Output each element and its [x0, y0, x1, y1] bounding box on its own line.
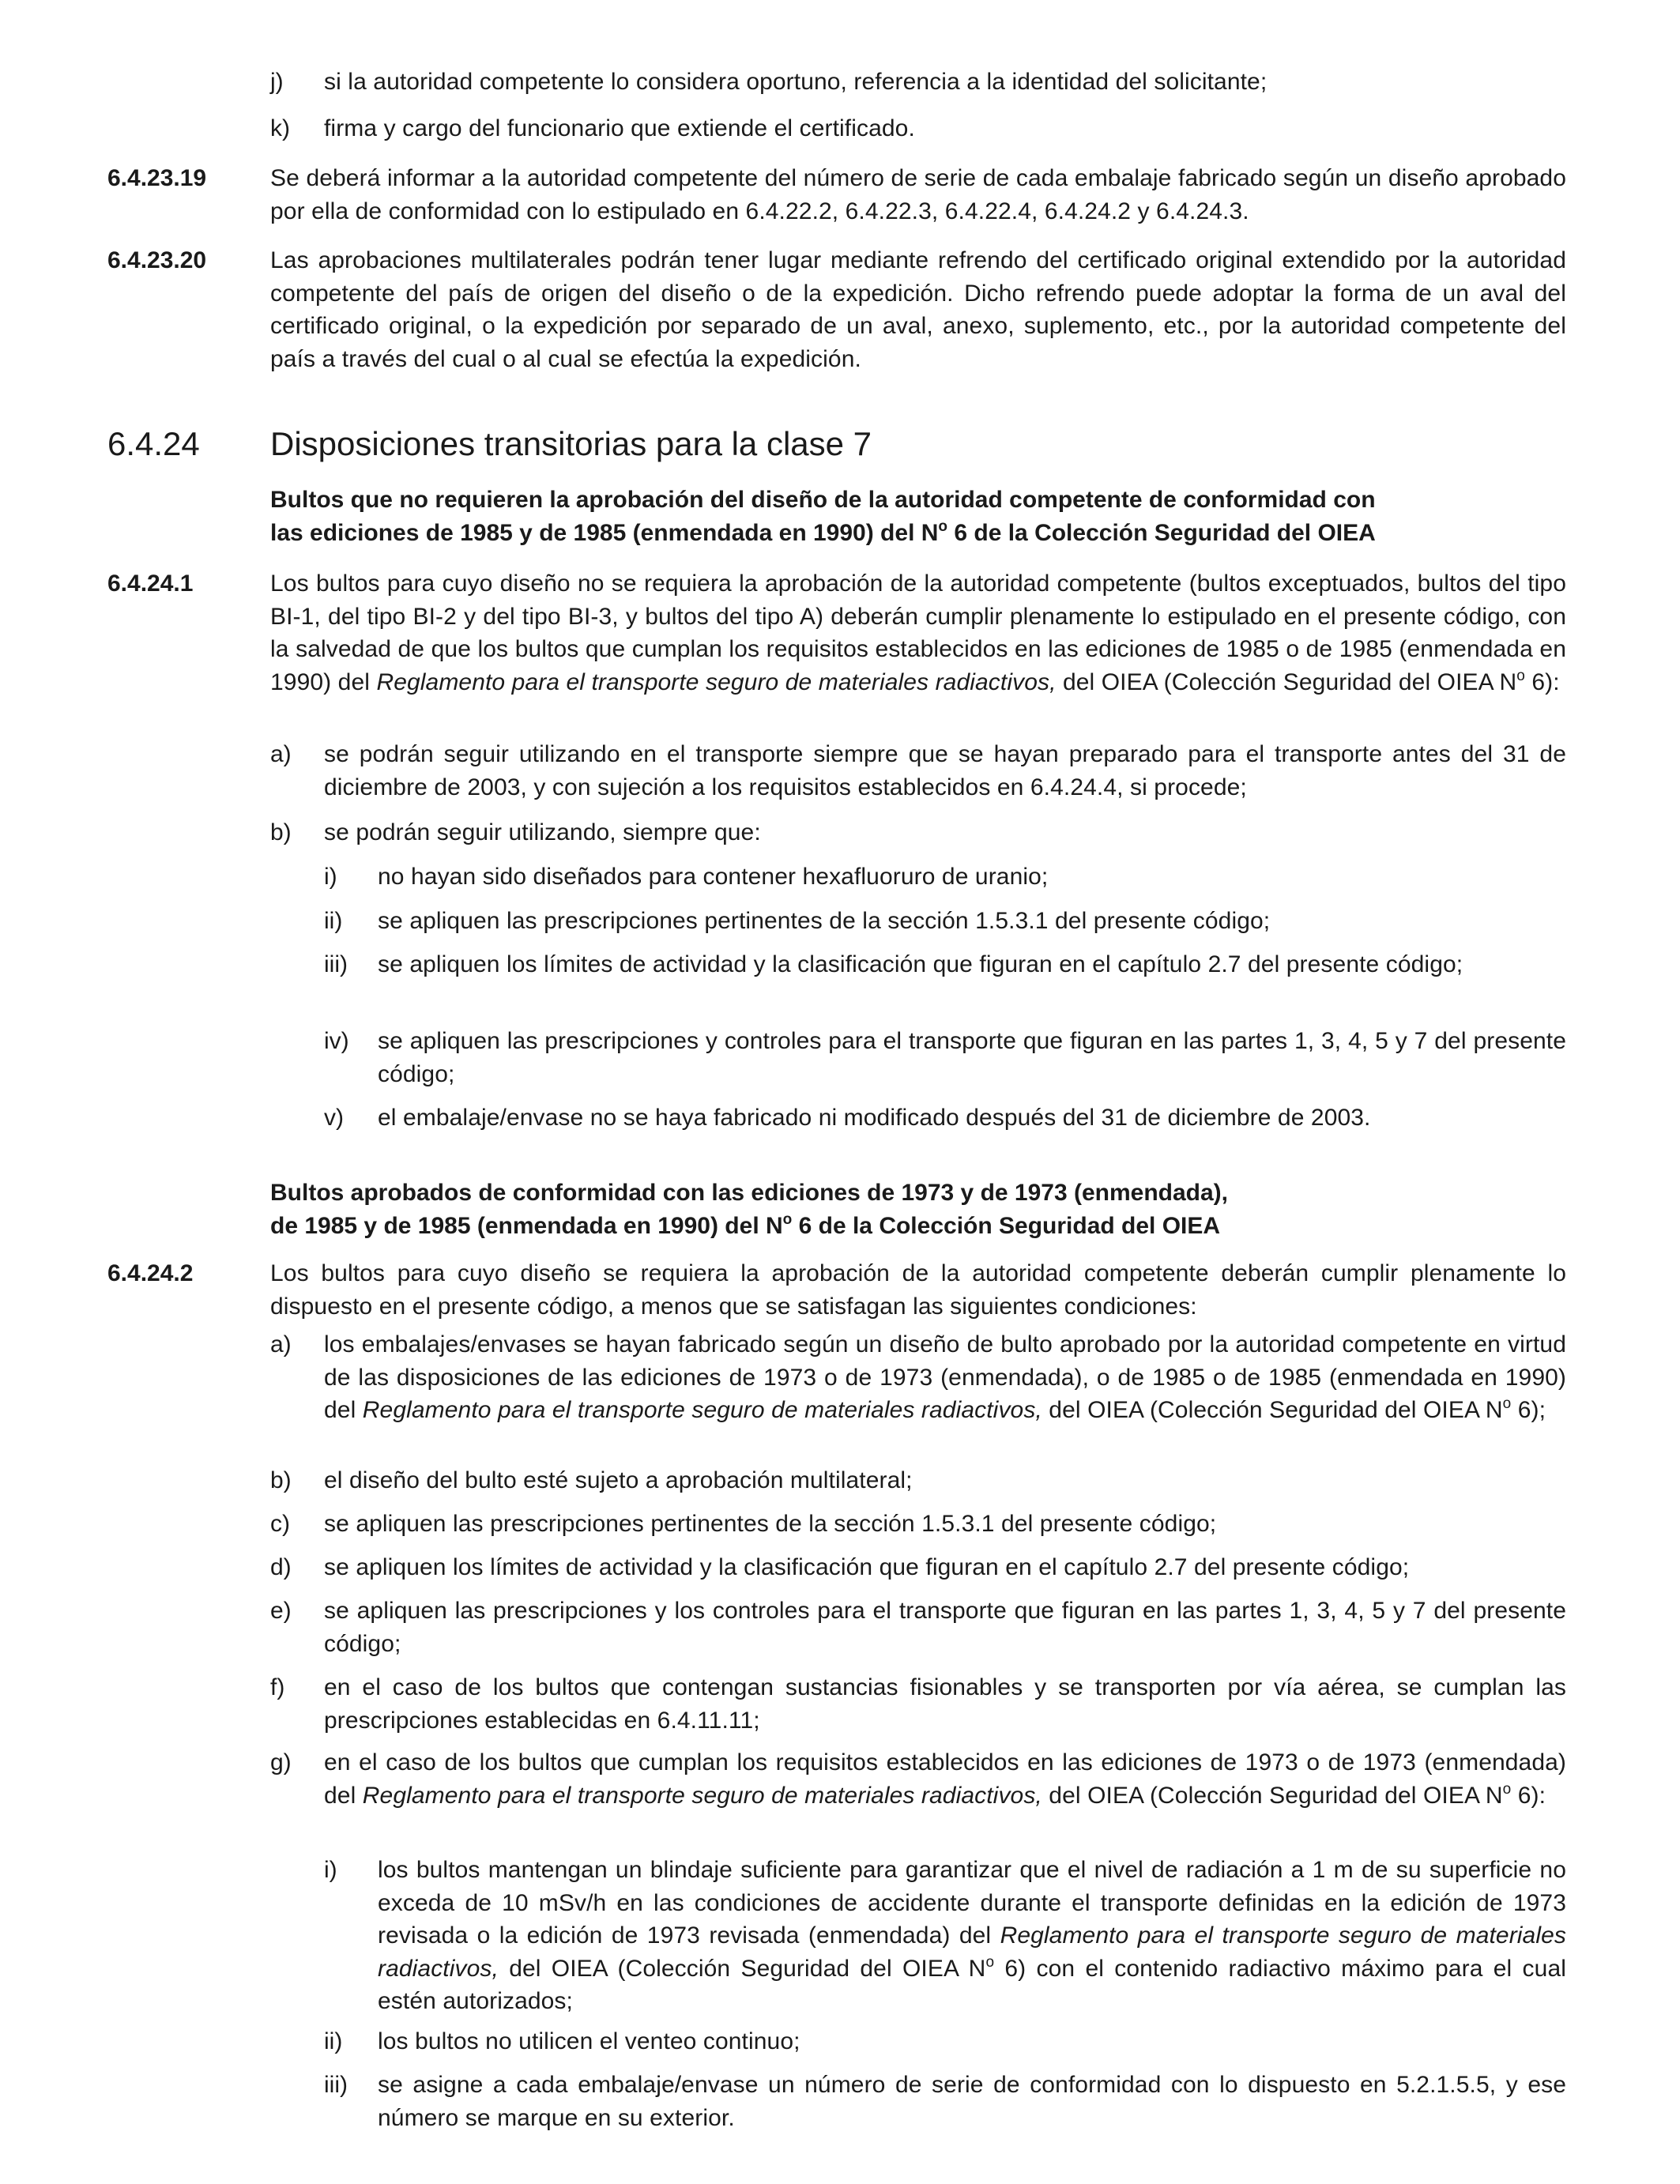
- subheading-line: Bultos aprobados de conformidad con las ediciones de 1973 y de 1973 (enmendada),: [270, 1180, 1229, 1206]
- list-label: j): [270, 69, 284, 95]
- list-item-text: los embalajes/envases se hayan fabricado según un diseño de bulto aprobado por la autoridad competente en virtud de las disposiciones de las ediciones de 1973 o de 1973 (enmendada), o de 1985 o de 1985 (enmendada en 1990) del Reglamento para el transporte seguro de materiales radiactivos, del OIEA (Colección Seguridad del OIEA $N^o$ 6);: [324, 1331, 1566, 1423]
- list-item-text: se podrán seguir utilizando en el transporte siempre que se hayan preparado para el transporte antes del 31 de diciembre de 2003, y con sujeción a los requisitos establecidos en 6.4.24.4, si procede;: [324, 741, 1566, 800]
- list-item-text: se apliquen las prescripciones y los controles para el transporte que figuran en las partes 1, 3, 4, 5 y 7 del presente código;: [324, 1598, 1566, 1657]
- list-label: f): [270, 1674, 285, 1700]
- sublist-label: iii): [324, 2072, 348, 2098]
- sublist-label: i): [324, 1857, 337, 1883]
- list-item-text: se apliquen las prescripciones pertinentes de la sección 1.5.3.1 del presente código;: [324, 1511, 1217, 1537]
- sublist-item-text: se apliquen los límites de actividad y la clasificación que figuran en el capítulo 2.7 del presente código;: [378, 951, 1463, 977]
- sublist-item-text: se apliquen las prescripciones pertinentes de la sección 1.5.3.1 del presente código;: [378, 908, 1271, 934]
- paragraph-text: Los bultos para cuyo diseño no se requiera la aprobación de la autoridad competente (bultos exceptuados, bultos del tipo BI-1, del tipo BI-2 y del tipo BI-3, y bultos del tipo A) deberán cumplir plenamente lo estipulado en el presente código, con la salvedad de que los bultos que cumplan los requisitos establecidos en las ediciones de 1985 o de 1985 (enmendada en 1990) del Reglamento para el transporte seguro de materiales radiactivos, del OIEA (Colección Seguridad del OIEA $N^o$ 6):: [270, 570, 1566, 695]
- paragraph-number: 6.4.23.19: [107, 165, 207, 191]
- list-label: e): [270, 1598, 292, 1624]
- list-item-text: si la autoridad competente lo considera oportuno, referencia a la identidad del solicitante;: [324, 69, 1268, 95]
- list-label: a): [270, 741, 292, 767]
- list-label: b): [270, 819, 292, 845]
- sublist-item-text: los bultos mantengan un blindaje suficiente para garantizar que el nivel de radiación a 1 m de su superficie no exceda de 10 mSv/h en las condiciones de accidente durante el transporte definidas en la edición de 1973 revisada o la edición de 1973 revisada (enmendada) del Reglamento para el transporte seguro de materiales radiactivos, del OIEA (Colección Seguridad del OIEA $N^o$ 6) con el contenido radiactivo máximo para el cual estén autorizados;: [378, 1857, 1566, 2014]
- subheading-line: Bultos que no requieren la aprobación del diseño de la autoridad competente de conformidad con: [270, 487, 1376, 513]
- list-item-text: firma y cargo del funcionario que extiende el certificado.: [324, 115, 915, 141]
- sublist-item-text: no hayan sido diseñados para contener hexafluoruro de uranio;: [378, 864, 1049, 890]
- sublist-label: ii): [324, 2028, 343, 2054]
- sublist-label: i): [324, 864, 337, 890]
- subheading: [270, 484, 1566, 549]
- list-label: d): [270, 1554, 292, 1580]
- paragraph-number: 6.4.23.20: [107, 247, 207, 273]
- sublist-item-text: se apliquen las prescripciones y controles para el transporte que figuran en las partes 1, 3, 4, 5 y 7 del presente código;: [378, 1028, 1566, 1087]
- sublist-item-text: el embalaje/envase no se haya fabricado ni modificado después del 31 de diciembre de 2003.: [378, 1105, 1371, 1131]
- list-label: g): [270, 1749, 292, 1775]
- subheading-line: las ediciones de 1985 y de 1985 (enmendada en 1990) del $N^o$ 6 de la Colección Seguridad del OIEA: [270, 518, 1376, 546]
- section-title: Disposiciones transitorias para la clase 7: [270, 425, 872, 462]
- subheading-line: de 1985 y de 1985 (enmendada en 1990) del $N^o$ 6 de la Colección Seguridad del OIEA: [270, 1211, 1221, 1239]
- section-number: 6.4.24: [107, 425, 200, 462]
- paragraph-text: Los bultos para cuyo diseño se requiera la aprobación de la autoridad competente deberán cumplir plenamente lo dispuesto en el presente código, a menos que se satisfagan las siguientes condiciones:: [270, 1260, 1566, 1320]
- sublist-label: ii): [324, 908, 343, 934]
- sublist-label: iii): [324, 951, 348, 977]
- list-item-text: en el caso de los bultos que cumplan los requisitos establecidos en las ediciones de 1973 o de 1973 (enmendada) del Reglamento para el transporte seguro de materiales radiactivos, del OIEA (Colección Seguridad del OIEA $N^o$ 6):: [324, 1749, 1566, 1809]
- list-label: b): [270, 1467, 292, 1493]
- list-item-text: en el caso de los bultos que contengan sustancias fisionables y se transporten por vía aérea, se cumplan las prescripciones establecidas en 6.4.11.11;: [324, 1674, 1566, 1734]
- paragraph-number: 6.4.24.1: [107, 570, 194, 597]
- list-item-text: el diseño del bulto esté sujeto a aprobación multilateral;: [324, 1467, 913, 1493]
- sublist-item-text: los bultos no utilicen el venteo continuo;: [378, 2028, 800, 2054]
- paragraph-number: 6.4.24.2: [107, 1260, 194, 1286]
- paragraph-text: Se deberá informar a la autoridad competente del número de serie de cada embalaje fabricado según un diseño aprobado por ella de conformidad con lo estipulado en 6.4.22.2, 6.4.22.3, 6.4.22.4, 6.4.24.2 y 6.4.24.3.: [270, 165, 1566, 224]
- sublist-label: iv): [324, 1028, 349, 1054]
- subheading: [270, 1177, 1566, 1242]
- list-label: c): [270, 1511, 290, 1537]
- paragraph-text: Las aprobaciones multilaterales podrán tener lugar mediante refrendo del certificado original extendido por la autoridad competente del país de origen del diseño o de la expedición. Dicho refrendo puede adoptar la forma de un aval del certificado original, o la expedición por separado de un aval, anexo, suplemento, etc., por la autoridad competente del país a través del cual o al cual se efectúa la expedición.: [270, 247, 1566, 372]
- list-item-text: se apliquen los límites de actividad y la clasificación que figuran en el capítulo 2.7 del presente código;: [324, 1554, 1410, 1580]
- list-item-text: se podrán seguir utilizando, siempre que:: [324, 819, 761, 845]
- list-label: a): [270, 1331, 292, 1357]
- sublist-label: v): [324, 1105, 344, 1131]
- list-label: k): [270, 115, 290, 141]
- sublist-item-text: se asigne a cada embalaje/envase un número de serie de conformidad con lo dispuesto en 5.2.1.5.5, y ese número se marque en su exterior.: [378, 2072, 1566, 2131]
